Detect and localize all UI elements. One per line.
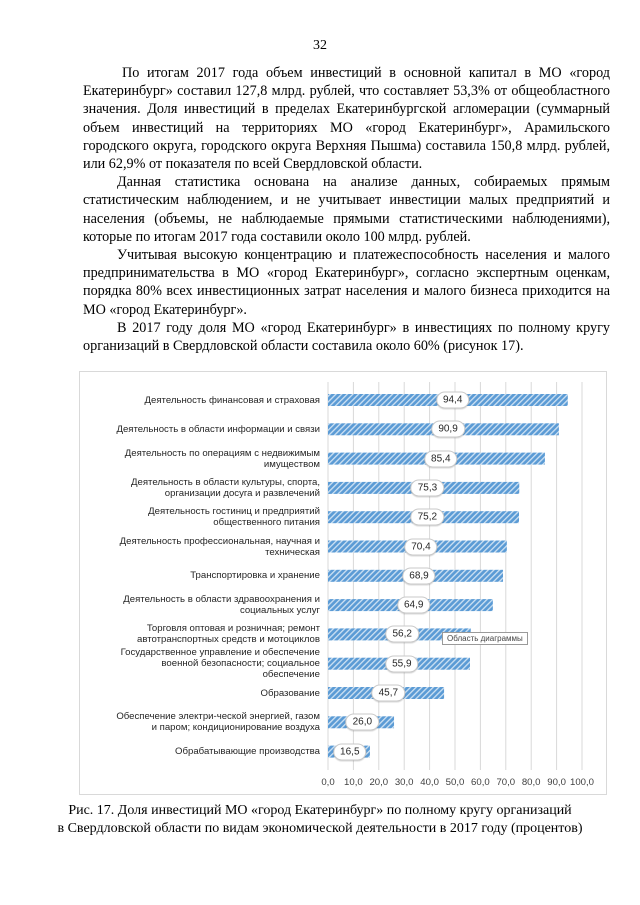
category-label: Торговля оптовая и розничная; ремонт автотранспортных средств и мотоциклов [137,623,320,646]
category-label: Деятельность профессиональная, научная и техническая [119,535,320,558]
x-tick-label: 10,0 [344,777,363,788]
paragraph-3: Учитывая высокую концентрацию и платежеспособность населения и малого предпринимательства в МО «город Екатеринбург», согласно экспертным оценкам, порядка 80% всех инвестиционных затрат населения и малого бизнеса приходится на МО «город Екатеринбург». [83,247,610,318]
category-label: Деятельность финансовая и страховая [144,394,320,406]
category-label: Образование [260,687,320,699]
x-tick-label: 60,0 [471,777,490,788]
caption-line-1: Рис. 17. Доля инвестиций МО «город Екатеринбург» по полному кругу организаций [68,803,572,818]
x-tick-label: 0,0 [321,777,335,788]
data-label: 68,9 [402,567,435,584]
x-tick-label: 90,0 [547,777,566,788]
category-label: Обрабатывающие производства [175,746,320,758]
data-label: 55,9 [385,655,418,672]
bar-chart[interactable] [79,371,607,795]
body-text [83,64,610,355]
data-label: 16,5 [333,743,366,760]
x-tick-label: 70,0 [496,777,516,788]
x-tick-label: 30,0 [394,777,414,788]
category-label: Деятельность гостиниц и предприятий общественного питания [148,506,320,529]
category-label: Деятельность в области здравоохранения и социальных услуг [123,594,320,617]
x-tick-label: 100,0 [569,777,595,788]
data-label: 26,0 [346,714,379,731]
data-label: 85,4 [424,450,457,467]
paragraph-4: В 2017 году доля МО «город Екатеринбург» в инвестициях по полному кругу организаций в Свердловской области составила около 60% (рисунок 17). [83,319,610,355]
data-label: 70,4 [404,538,437,555]
data-label: 75,3 [411,479,444,496]
category-label: Государственное управление и обеспечение военной безопасности; социальное обеспечение [120,647,320,681]
category-label: Деятельность в области культуры, спорта, организации досуга и развлечений [131,476,320,499]
category-label: Обеспечение электри-ческой энергией, газом и паром; кондиционирование воздуха [116,711,320,734]
data-label: 64,9 [397,597,430,614]
x-tick-label: 80,0 [521,777,541,788]
category-label: Деятельность по операциям с недвижимым имуществом [124,447,320,470]
data-label: 75,2 [411,509,444,526]
paragraph-1: По итогам 2017 года объем инвестиций в основной капитал в МО «город Екатеринбург» составил 127,8 млрд. рублей, что составляет 53,3% от общеобластного значения. Доля инвестиций в пределах Екатеринбургской агломерации (суммарный объем инвестиций на территориях МО «город Екатеринбург», Арамильского городского округа, городского округа Верхняя Пышма) составила 150,8 млрд. рублей, или 62,9% от показателя по всей Свердловской области. [83,65,610,173]
paragraph-2: Данная статистика основана на анализе данных, собираемых прямым статистическим наблюдением, и не учитывает инвестиции малых предприятий и населения (объемы, не наблюдаемые прямыми статистическими наблюдениями), которые по итогам 2017 года составили около 100 млрд. рублей. [83,174,610,245]
x-tick-label: 40,0 [420,777,439,788]
category-label: Деятельность в области информации и связи [116,423,320,435]
data-label: 45,7 [372,685,405,702]
data-label: 56,2 [385,626,418,643]
page-number: 32 [313,38,327,53]
data-label: 90,9 [431,421,464,438]
data-label: 94,4 [436,392,469,409]
category-label: Транспортировка и хранение [190,570,320,582]
x-tick-label: 50,0 [445,777,465,788]
caption-line-2: в Свердловской области по видам экономической деятельности в 2017 году (процентов) [57,821,583,836]
x-tick-label: 20,0 [369,777,389,788]
figure-caption [40,802,600,838]
chart-area-tooltip: Область диаграммы [442,632,528,645]
